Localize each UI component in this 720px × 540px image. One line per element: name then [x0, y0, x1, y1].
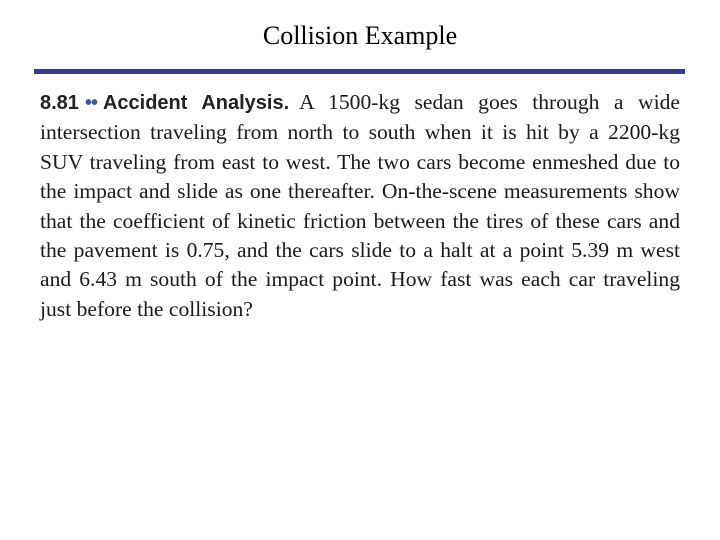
problem-number: 8.81: [40, 92, 79, 114]
problem-heading: Accident Analysis.: [102, 92, 290, 114]
problem-text: A 1500-kg sedan goes through a wide intersection traveling from north to south when it is hit by a 2200-kg SUV traveling from east to west. The two cars become enmeshed due to the impact and slide as one thereafter. On-the-scene measurements show that the coefficient of kinetic friction between the tires of these cars and the pavement is 0.75, and the cars slide to a halt at a point 5.39 m west and 6.43 m south of the impact point. How fast was each car traveling just before the collision?: [40, 90, 680, 321]
title-divider: [34, 69, 685, 74]
difficulty-dots-icon: ••: [84, 92, 97, 114]
slide-title: Collision Example: [262, 21, 458, 50]
problem-statement: [40, 88, 680, 324]
